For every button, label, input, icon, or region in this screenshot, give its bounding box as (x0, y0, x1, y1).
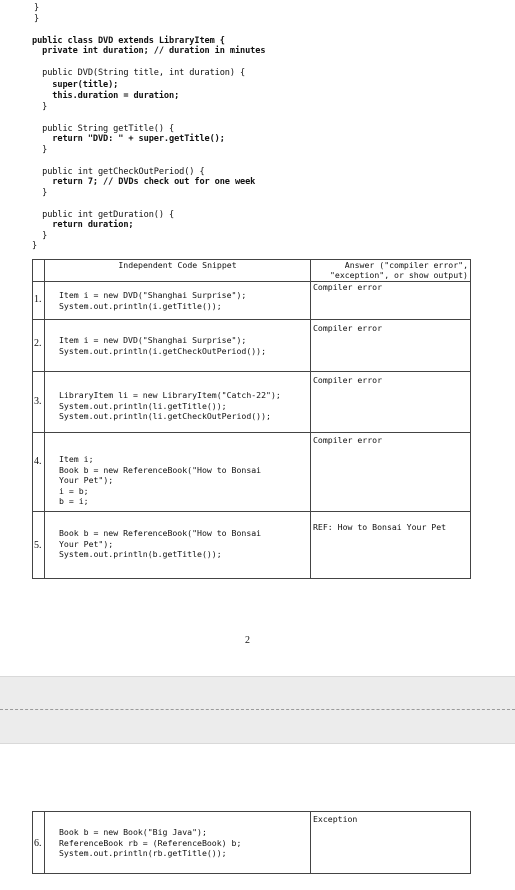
code-line: } (32, 102, 48, 112)
row-answer: Exception (311, 812, 471, 874)
row-number: 6. (34, 838, 42, 849)
row-answer: Compiler error (311, 282, 471, 320)
row-answer: Compiler error (311, 372, 471, 433)
row-code: LibraryItem li = new LibraryItem("Catch-22"); System.out.println(li.getTitle()); System.out.println(li.getCheckOutPeriod()); (45, 372, 311, 433)
code-line: public String getTitle() { (32, 124, 175, 134)
row-answer: Compiler error (311, 320, 471, 372)
question-table-continued (32, 811, 471, 874)
code-line: public DVD(String title, int duration) { (32, 68, 246, 78)
row-number: 3. (34, 396, 42, 407)
code-line: this.duration = duration; (32, 91, 180, 101)
code-line: public class DVD extends LibraryItem { (32, 36, 225, 46)
code-line: } (34, 3, 40, 13)
code-line: return duration; (32, 220, 134, 230)
header-blank-cell (33, 260, 45, 282)
table-row (33, 812, 471, 874)
question-table (32, 259, 471, 579)
row-number: 4. (34, 456, 42, 467)
row-code: Book b = new Book("Big Java"); ReferenceBook rb = (ReferenceBook) b; System.out.println(rb.getTitle()); (45, 812, 311, 874)
row-code: Item i = new DVD("Shanghai Surprise"); System.out.println(i.getTitle()); (45, 282, 311, 320)
page-break-gap (0, 676, 515, 744)
code-line: public int getDuration() { (32, 210, 175, 220)
row-number: 1. (34, 294, 42, 305)
code-line: } (32, 145, 48, 155)
code-line: return "DVD: " + super.getTitle(); (32, 134, 225, 144)
code-line: private int duration; // duration in minutes (32, 46, 266, 56)
code-line: } (32, 231, 48, 241)
code-line: return 7; // DVDs check out for one week (32, 177, 256, 187)
table-row (33, 433, 471, 512)
code-line: } (32, 188, 48, 198)
header-answer: Answer ("compiler error", "exception", or show output) (311, 260, 471, 282)
row-code: Item i = new DVD("Shanghai Surprise"); System.out.println(i.getCheckOutPeriod()); (45, 320, 311, 372)
row-code: Item i; Book b = new ReferenceBook("How to Bonsai Your Pet"); i = b; b = i; (45, 433, 311, 512)
header-snippet: Independent Code Snippet (45, 260, 311, 282)
table-row (33, 512, 471, 579)
table-row (33, 372, 471, 433)
row-number: 2. (34, 338, 42, 349)
table-row (33, 320, 471, 372)
table-row (33, 282, 471, 320)
code-line: super(title); (32, 80, 119, 90)
code-line: public int getCheckOutPeriod() { (32, 167, 205, 177)
row-answer: Compiler error (311, 433, 471, 512)
page-break-line (0, 709, 515, 710)
code-line: } (32, 241, 38, 251)
row-answer: REF: How to Bonsai Your Pet (311, 512, 471, 579)
row-number: 5. (34, 540, 42, 551)
page-number: 2 (245, 635, 250, 646)
code-line: } (34, 14, 40, 24)
table-header-row (33, 260, 471, 282)
row-code: Book b = new ReferenceBook("How to Bonsai Your Pet"); System.out.println(b.getTitle()); (45, 512, 311, 579)
